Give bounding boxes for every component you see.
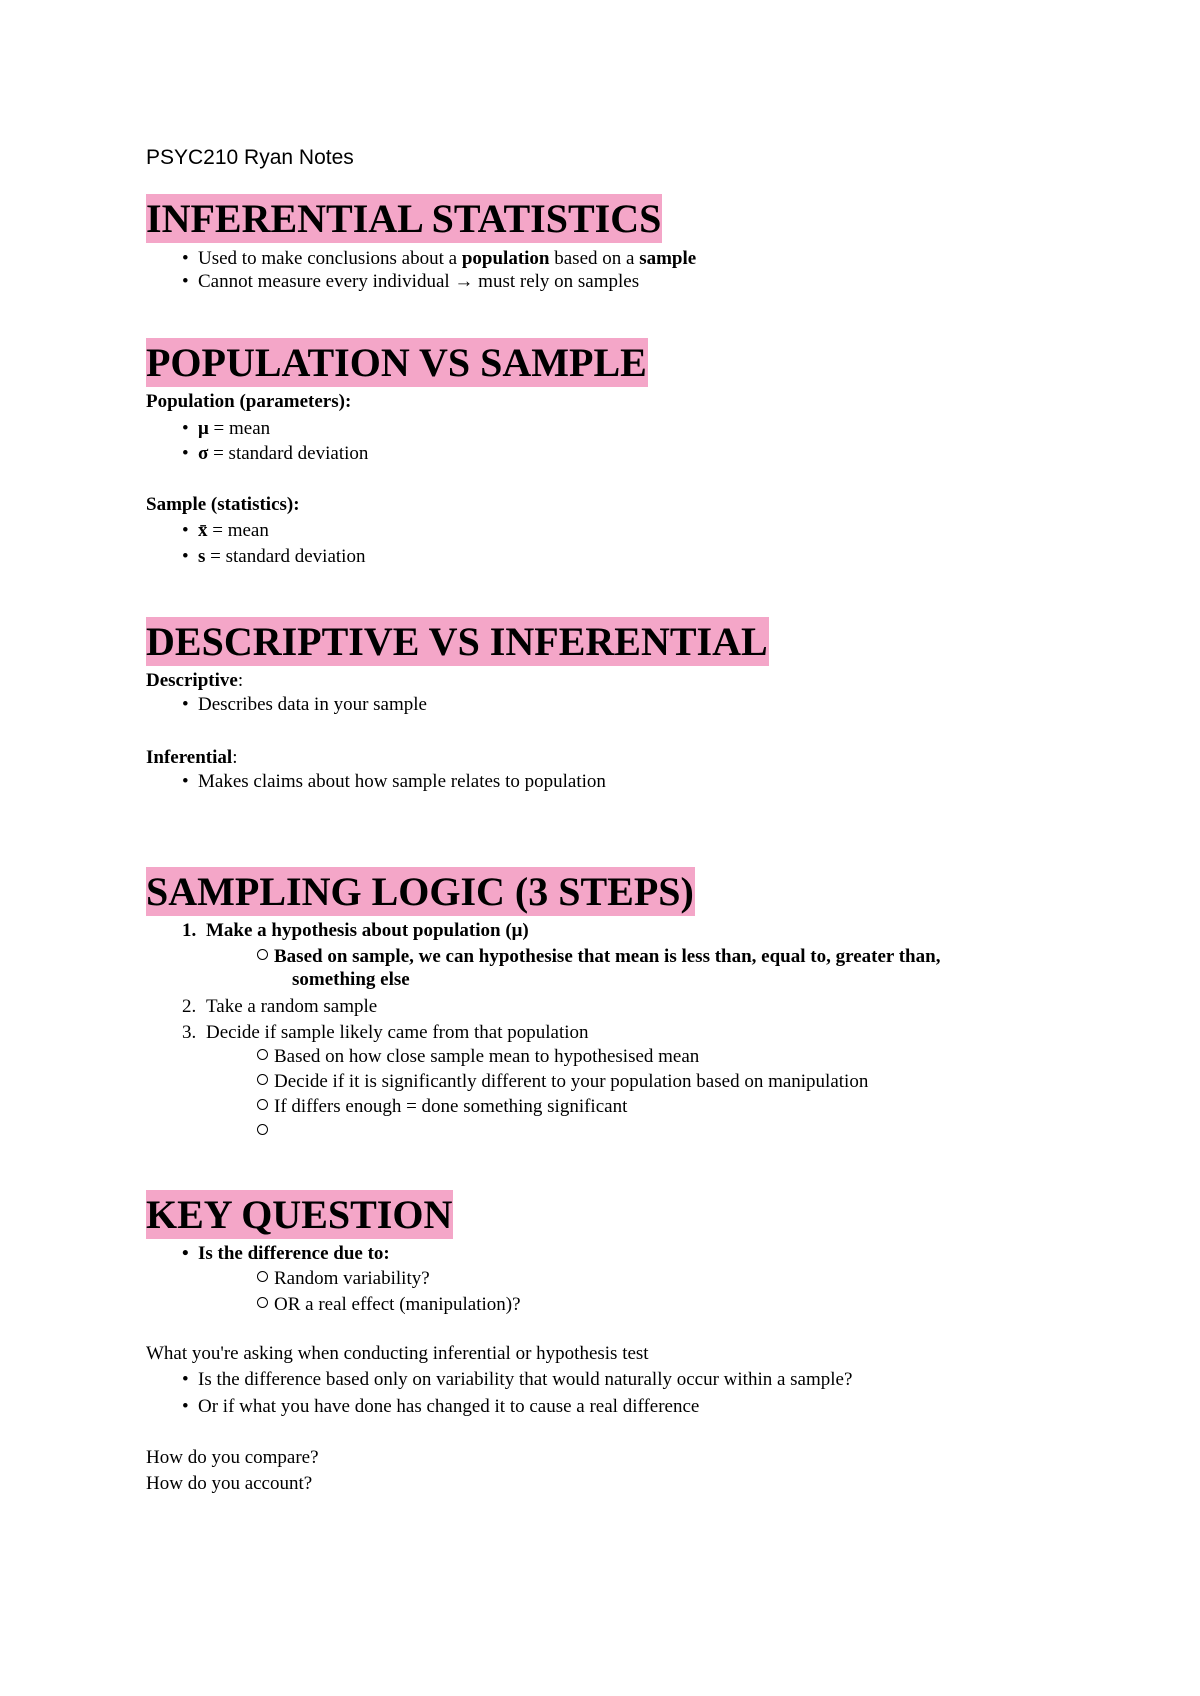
sub-list-item: OR a real effect (manipulation)? — [257, 1294, 521, 1316]
numbered-item-1: 1. Make a hypothesis about population (μ) — [182, 920, 529, 941]
paragraph: How do you account? — [146, 1473, 313, 1494]
heading-highlight: INFERENTIAL STATISTICS — [146, 196, 662, 241]
list-item: • Cannot measure every individual → must rely on samples — [182, 271, 640, 292]
list-item: • x̄ = mean — [182, 520, 269, 541]
heading-sampling-logic — [146, 870, 695, 914]
circle-bullet-icon — [257, 1074, 268, 1085]
list-item: • Is the difference due to: — [182, 1243, 390, 1264]
sub-list-item: Random variability? — [257, 1268, 430, 1290]
bullet-icon: • — [182, 520, 189, 541]
sub-list-item: If differs enough = done something significant — [257, 1096, 627, 1118]
bullet-icon: • — [182, 271, 189, 292]
sub-list-item: Decide if it is significantly different to your population based on manipulation — [257, 1071, 868, 1093]
bullet-icon: • — [182, 546, 189, 567]
circle-bullet-icon — [257, 1297, 268, 1308]
list-item: • Is the difference based only on variability that would naturally occur within a sample? — [182, 1369, 853, 1390]
circle-bullet-icon — [257, 1099, 268, 1110]
circle-bullet-icon — [257, 1049, 268, 1060]
heading-descriptive-vs-inferential — [146, 620, 769, 664]
circle-bullet-icon — [257, 949, 268, 960]
circle-bullet-icon — [257, 1271, 268, 1282]
numbered-item-2: 2. Take a random sample — [182, 996, 378, 1017]
numbered-item-3: 3. Decide if sample likely came from that population — [182, 1022, 589, 1043]
descriptive-label: Descriptive: — [146, 670, 244, 691]
bullet-icon: • — [182, 1243, 189, 1264]
list-item: • Or if what you have done has changed it to cause a real difference — [182, 1396, 700, 1417]
bullet-icon: • — [182, 771, 189, 792]
list-item: • Describes data in your sample — [182, 694, 427, 715]
list-item: • μ = mean — [182, 418, 271, 439]
sub-list-item-empty — [257, 1121, 274, 1143]
list-item: • σ = standard deviation — [182, 443, 369, 464]
bullet-icon: • — [182, 1369, 189, 1390]
population-label: Population (parameters): — [146, 391, 352, 412]
sub-list-item-continuation: something else — [292, 969, 410, 990]
bullet-icon: • — [182, 443, 189, 464]
heading-highlight: DESCRIPTIVE VS INFERENTIAL — [146, 619, 768, 664]
sub-list-item: Based on how close sample mean to hypothesised mean — [257, 1046, 699, 1068]
paragraph: How do you compare? — [146, 1447, 319, 1468]
bullet-icon: • — [182, 418, 189, 439]
list-item: • Makes claims about how sample relates to population — [182, 771, 606, 792]
list-item: • s = standard deviation — [182, 546, 366, 567]
heading-key-question — [146, 1193, 453, 1237]
heading-highlight: POPULATION VS SAMPLE — [146, 340, 647, 385]
heading-highlight: KEY QUESTION — [146, 1192, 453, 1237]
heading-highlight: SAMPLING LOGIC (3 STEPS) — [146, 869, 694, 914]
list-item: • Used to make conclusions about a population based on a sample — [182, 248, 697, 269]
bullet-icon: • — [182, 694, 189, 715]
inferential-label: Inferential: — [146, 747, 238, 768]
document-header: PSYC210 Ryan Notes — [146, 146, 354, 169]
heading-population-vs-sample — [146, 341, 648, 385]
bullet-icon: • — [182, 1396, 189, 1417]
sub-list-item: Based on sample, we can hypothesise that mean is less than, equal to, greater than, — [257, 946, 940, 968]
circle-bullet-icon — [257, 1124, 268, 1135]
sample-label: Sample (statistics): — [146, 494, 300, 515]
heading-inferential-statistics — [146, 197, 662, 241]
bullet-icon: • — [182, 248, 189, 269]
paragraph: What you're asking when conducting inferential or hypothesis test — [146, 1343, 649, 1364]
